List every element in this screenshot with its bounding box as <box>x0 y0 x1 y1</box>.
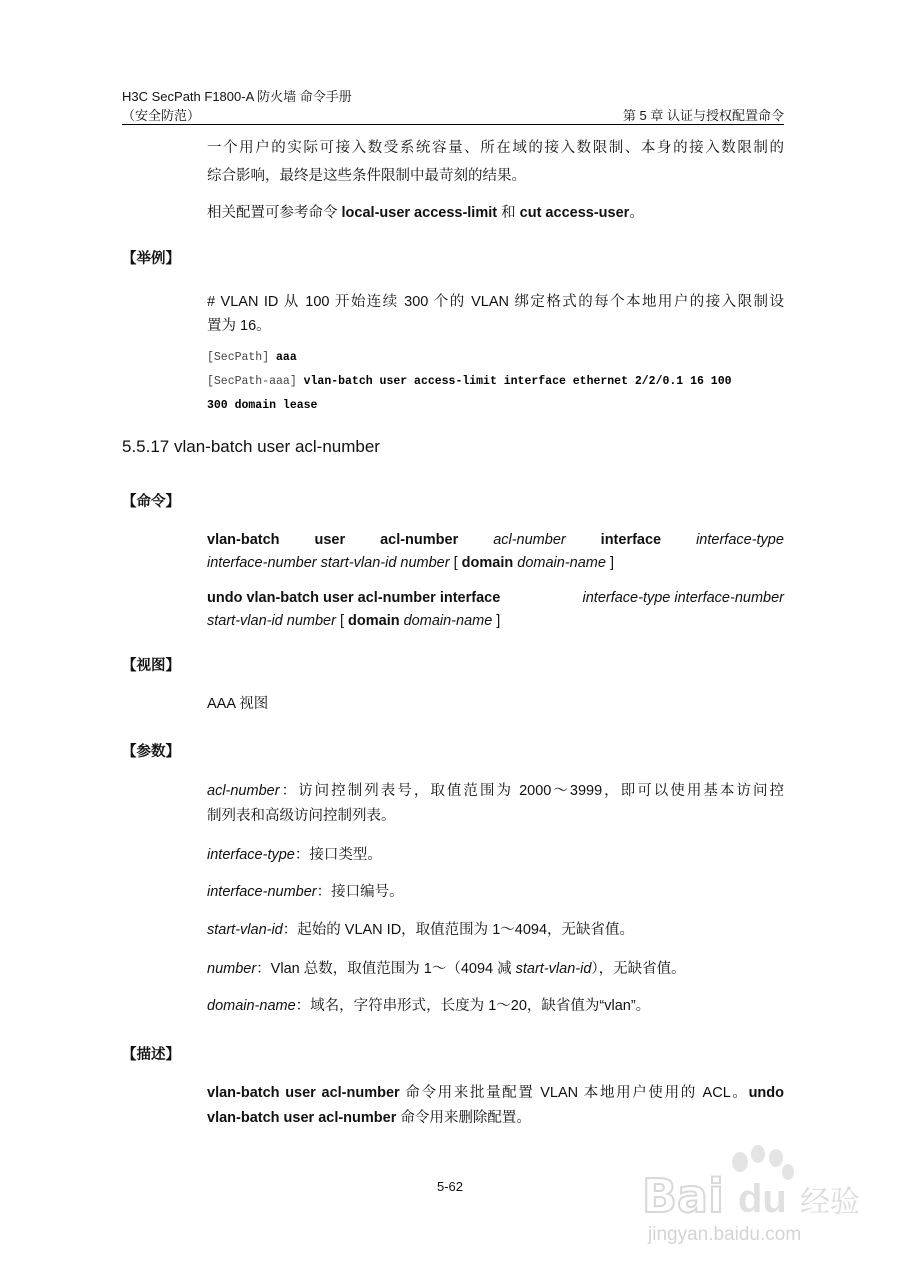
desc-command: vlan-batch user acl-number <box>207 1085 400 1101</box>
cmd-keyword: interface <box>600 532 662 548</box>
desc-line2 <box>207 1106 531 1131</box>
param-desc: ：域名，字符串形式，长度为 1～20，缺省值为“vlan”。 <box>295 998 651 1014</box>
param-interface-type <box>207 843 382 868</box>
top-paragraph-line1: 一个用户的实际可接入数受系统容量、所在域的接入数限制、本身的接入数限制的 <box>207 140 784 156</box>
cmd-keyword: domain <box>461 555 514 571</box>
param-name: start-vlan-id <box>515 961 592 977</box>
code-line-1 <box>207 351 297 364</box>
example-line1: # VLAN ID 从 100 开始连续 300 个的 VLAN 绑定格式的每个本地用户的接入限制设 <box>207 294 784 310</box>
param-desc: ：Vlan 总数，取值范围为 1～（4094 减 <box>256 961 516 977</box>
param-acl-number-cont: 制列表和高级访问控制列表。 <box>207 808 396 824</box>
param-name: number <box>207 961 257 977</box>
command-syntax-line1 <box>207 528 784 553</box>
related-pre: 相关配置可参考命令 <box>207 205 342 221</box>
param-number <box>207 957 686 982</box>
code-command: vlan-batch user access-limit interface ethernet 2/2/0.1 16 100 <box>303 375 732 388</box>
svg-text:Bai: Bai <box>642 1169 724 1223</box>
desc-line1 <box>207 1081 784 1106</box>
command-syntax-line2 <box>207 551 614 576</box>
cmd-argument: domain-name <box>399 613 493 629</box>
param-name: interface-number <box>207 884 317 900</box>
code-command: 300 domain lease <box>207 399 318 412</box>
baidu-jingyan-watermark-icon <box>640 1140 860 1250</box>
desc-text: 命令用来批量配置 VLAN 本地用户使用的 ACL。 <box>399 1085 749 1101</box>
related-mid: 和 <box>497 205 520 221</box>
page-number: 5-62 <box>437 1179 464 1194</box>
param-interface-number <box>207 880 404 905</box>
related-cmd-1: local-user access-limit <box>341 205 498 221</box>
cmd-argument: domain-name <box>513 555 606 571</box>
cmd-argument: interface-type interface-number <box>582 590 784 606</box>
cmd-argument: interface-type <box>696 532 784 548</box>
related-post: 。 <box>629 205 644 221</box>
header-subtitle: （安全防范） <box>122 108 201 123</box>
param-acl-number <box>207 779 784 804</box>
view-label: 【视图】 <box>122 658 180 674</box>
code-prompt: [SecPath-aaa] <box>207 375 297 388</box>
code-line-3 <box>207 399 317 412</box>
cmd-keyword: user <box>314 532 346 548</box>
related-cmd-2: cut access-user <box>519 205 630 221</box>
cmd-bracket: [ <box>449 555 462 571</box>
param-desc: ：起始的 VLAN ID，取值范围为 1～4094，无缺省值。 <box>282 922 635 938</box>
param-domain-name <box>207 994 650 1019</box>
svg-text:经验: 经验 <box>800 1186 860 1219</box>
header-chapter: 第 5 章 认证与授权配置命令 <box>622 108 784 123</box>
svg-text:jingyan.baidu.com: jingyan.baidu.com <box>648 1224 802 1245</box>
code-prompt: [SecPath] <box>207 351 270 364</box>
params-label: 【参数】 <box>122 744 180 760</box>
param-name: start-vlan-id <box>207 922 283 938</box>
cmd-bracket: ] <box>492 613 501 629</box>
param-name: domain-name <box>207 998 296 1014</box>
code-line-2 <box>207 375 732 388</box>
cmd-keyword: acl-number <box>380 532 459 548</box>
header-product: H3C SecPath F1800-A 防火墙 命令手册 <box>122 89 352 104</box>
undo-syntax-line2 <box>207 609 500 634</box>
desc-label: 【描述】 <box>122 1047 180 1063</box>
cmd-keyword: vlan-batch <box>207 532 280 548</box>
cmd-argument: acl-number <box>493 532 566 548</box>
param-desc: ：接口类型。 <box>294 847 382 863</box>
cmd-bracket: [ <box>335 613 349 629</box>
param-desc: ：访问控制列表号，取值范围为 2000～3999，即可以使用基本访问控 <box>279 783 784 799</box>
top-paragraph-line2: 综合影响，最终是这些条件限制中最苛刻的结果。 <box>207 168 526 184</box>
desc-text: 命令用来删除配置。 <box>396 1110 531 1126</box>
cmd-keyword: undo vlan-batch user acl-number interface <box>207 590 501 606</box>
desc-command: undo <box>748 1085 785 1101</box>
svg-text:du: du <box>738 1177 787 1221</box>
command-label: 【命令】 <box>122 494 180 510</box>
cmd-argument: interface-number start-vlan-id number <box>207 555 450 571</box>
param-desc: ），无缺省值。 <box>591 961 686 977</box>
desc-command: vlan-batch user acl-number <box>207 1110 397 1126</box>
related-commands <box>207 201 644 226</box>
view-text: AAA 视图 <box>207 696 269 712</box>
example-line2: 置为 16。 <box>207 318 271 334</box>
cmd-argument: start-vlan-id number <box>207 613 336 629</box>
param-desc: ：接口编号。 <box>316 884 404 900</box>
header-rule <box>122 124 784 125</box>
param-name: acl-number <box>207 783 280 799</box>
cmd-bracket: ] <box>605 555 614 571</box>
cmd-keyword: domain <box>348 613 400 629</box>
example-label: 【举例】 <box>122 251 180 267</box>
param-name: interface-type <box>207 847 295 863</box>
section-heading: 5.5.17 vlan-batch user acl-number <box>122 437 380 456</box>
undo-syntax-line1 <box>207 586 784 611</box>
code-command: aaa <box>276 351 297 364</box>
param-start-vlan-id <box>207 918 634 943</box>
